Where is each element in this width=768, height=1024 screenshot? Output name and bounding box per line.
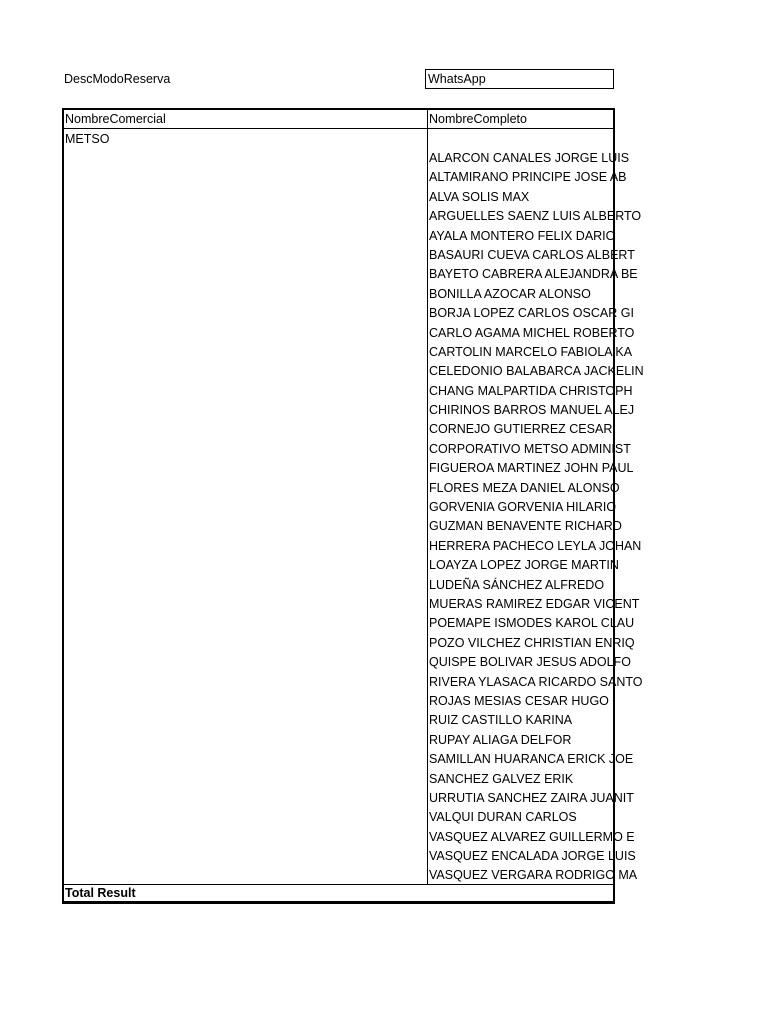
- list-item[interactable]: LOAYZA LOPEZ JORGE MARTIN: [429, 558, 619, 573]
- list-item[interactable]: ALTAMIRANO PRINCIPE JOSE AB: [429, 170, 627, 185]
- list-item[interactable]: CHIRINOS BARROS MANUEL ALEJ: [429, 403, 635, 418]
- filter-value-cell[interactable]: WhatsApp: [425, 69, 614, 89]
- list-item[interactable]: POZO VILCHEZ CHRISTIAN ENRIQ: [429, 635, 635, 650]
- list-item[interactable]: BASAURI CUEVA CARLOS ALBERT: [429, 247, 635, 262]
- list-item[interactable]: CORPORATIVO METSO ADMINIST: [429, 441, 631, 456]
- list-item[interactable]: ROJAS MESIAS CESAR HUGO: [429, 693, 609, 708]
- list-item[interactable]: CORNEJO GUTIERREZ CESAR: [429, 422, 613, 437]
- list-item[interactable]: SAMILLAN HUARANCA ERICK JOE: [429, 752, 634, 767]
- header-nombre-completo[interactable]: NombreCompleto: [427, 110, 613, 129]
- header-nombre-comercial[interactable]: NombreComercial: [64, 110, 427, 129]
- list-item[interactable]: RUPAY ALIAGA DELFOR: [429, 732, 572, 747]
- list-item[interactable]: CHANG MALPARTIDA CHRISTOPH: [429, 383, 633, 398]
- list-item[interactable]: LUDEÑA SÁNCHEZ ALFREDO: [429, 577, 605, 592]
- list-item[interactable]: BONILLA AZOCAR ALONSO: [429, 286, 591, 301]
- list-item[interactable]: FIGUEROA MARTINEZ JOHN PAUL: [429, 461, 634, 476]
- nombre-completo-list: [428, 149, 644, 886]
- list-item[interactable]: URRUTIA SANCHEZ ZAIRA JUANIT: [429, 790, 634, 805]
- filter-label: DescModoReserva: [64, 72, 171, 86]
- list-item[interactable]: FLORES MEZA DANIEL ALONSO: [429, 480, 620, 495]
- list-item[interactable]: QUISPE BOLIVAR JESUS ADOLFO: [429, 655, 631, 670]
- list-item[interactable]: VASQUEZ ENCALADA JORGE LUIS: [429, 849, 636, 864]
- list-item[interactable]: CELEDONIO BALABARCA JACKELIN: [429, 364, 644, 379]
- list-item[interactable]: ARGUELLES SAENZ LUIS ALBERTO: [429, 209, 642, 224]
- list-item[interactable]: MUERAS RAMIREZ EDGAR VICENT: [429, 596, 640, 611]
- list-item[interactable]: GORVENIA GORVENIA HILARIO: [429, 500, 617, 515]
- pivot-table: [62, 108, 644, 904]
- list-item[interactable]: AYALA MONTERO FELIX DARIO: [429, 228, 616, 243]
- list-item[interactable]: GUZMAN BENAVENTE RICHARD: [429, 519, 622, 534]
- list-item[interactable]: BORJA LOPEZ CARLOS OSCAR GI: [429, 306, 634, 321]
- list-item[interactable]: CARLO AGAMA MICHEL ROBERTO: [429, 325, 635, 340]
- group-nombre-comercial[interactable]: METSO: [65, 132, 110, 146]
- list-item[interactable]: VALQUI DURAN CARLOS: [429, 810, 577, 825]
- list-item[interactable]: HERRERA PACHECO LEYLA JOHAN: [429, 538, 642, 553]
- total-result-row: Total Result: [64, 884, 613, 901]
- list-item[interactable]: SANCHEZ GALVEZ ERIK: [429, 771, 574, 786]
- list-item[interactable]: RUIZ CASTILLO KARINA: [429, 713, 573, 728]
- list-item[interactable]: CARTOLIN MARCELO FABIOLA KA: [429, 344, 633, 359]
- list-item[interactable]: RIVERA YLASACA RICARDO SANTO: [429, 674, 643, 689]
- list-item[interactable]: POEMAPE ISMODES KAROL CLAU: [429, 616, 635, 631]
- list-item[interactable]: ALARCON CANALES JORGE LUIS: [429, 151, 630, 165]
- list-item[interactable]: ALVA SOLIS MAX: [429, 189, 530, 204]
- list-item[interactable]: VASQUEZ ALVAREZ GUILLERMO E: [429, 829, 635, 844]
- list-item[interactable]: BAYETO CABRERA ALEJANDRA BE: [429, 267, 638, 282]
- list-item[interactable]: VASQUEZ VERGARA RODRIGO MA: [429, 868, 638, 883]
